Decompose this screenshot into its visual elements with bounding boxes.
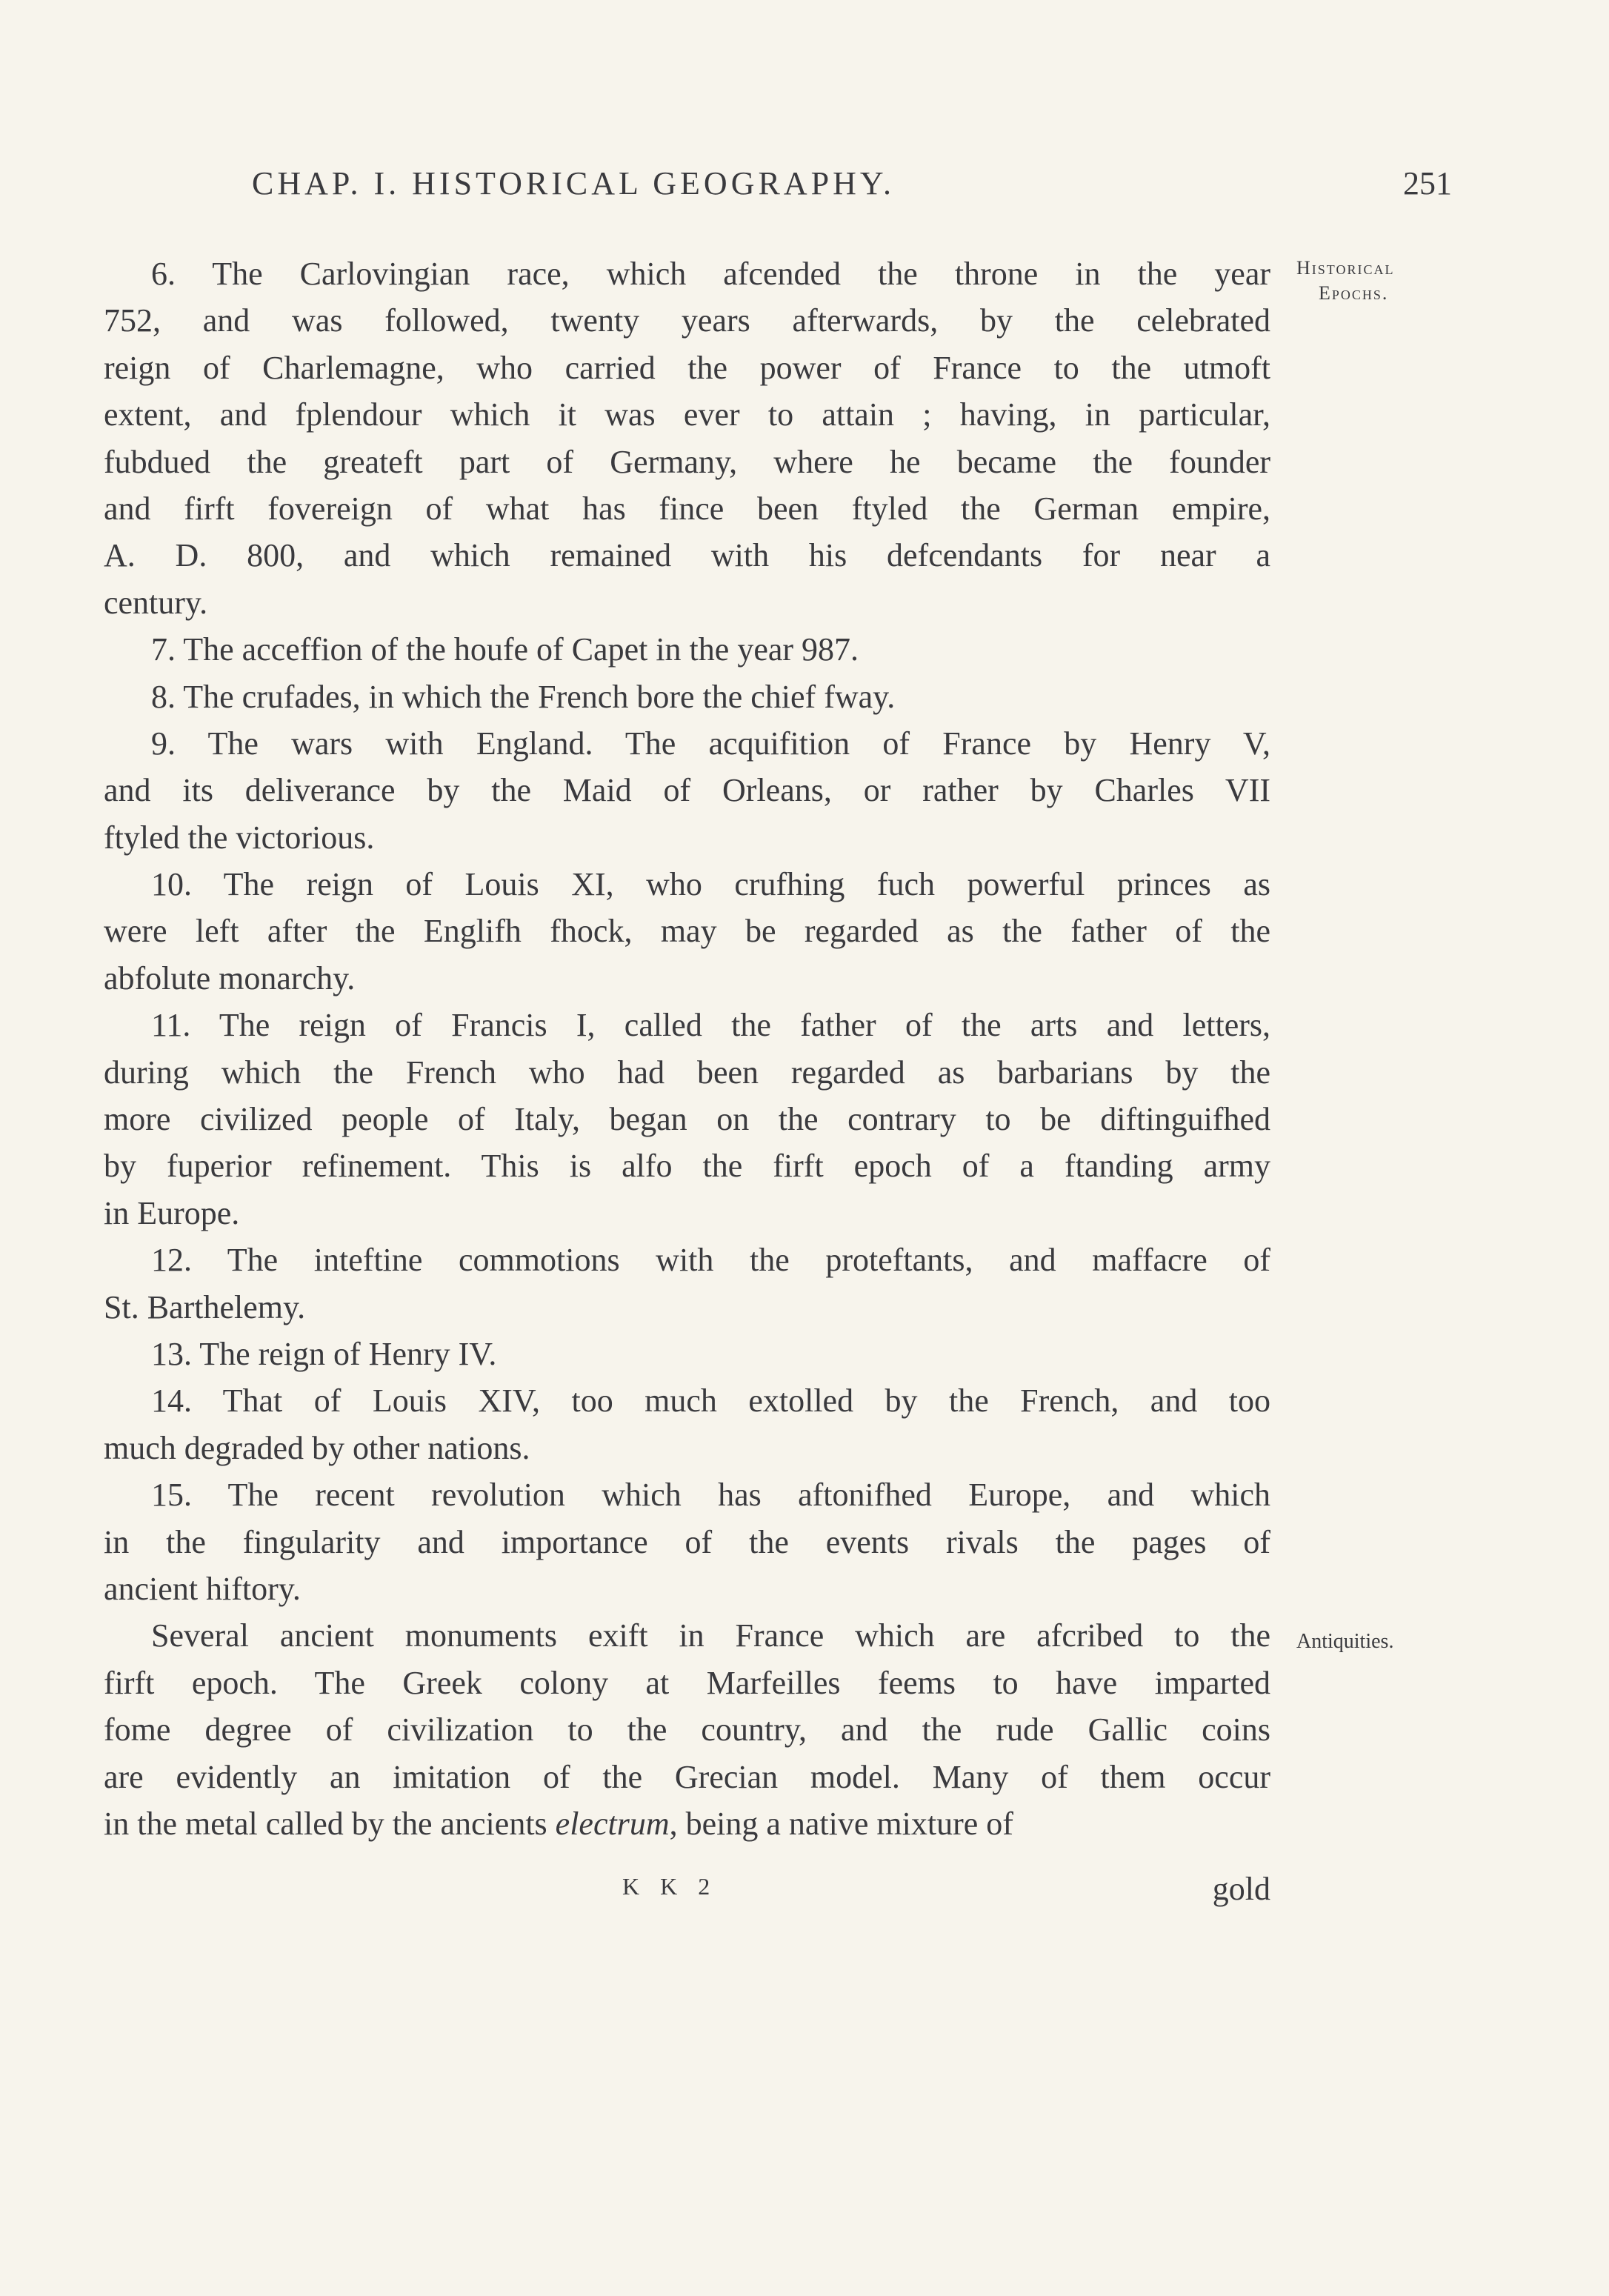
text-line: abfolute monarchy. — [104, 959, 356, 996]
text-line: reign of Charlemagne, who carried the power of France to the utmoft — [104, 349, 1270, 386]
text-line: and its deliverance by the Maid of Orleans, or rather by Charles VII — [104, 772, 1270, 809]
text-line: 8. The crufades, in which the French bore the chief fway. — [151, 678, 896, 715]
text-line: firft epoch. The Greek colony at Marfeilles feems to have imparted — [104, 1664, 1270, 1701]
text-line: 10. The reign of Louis XI, who crufhing fuch powerful princes as — [151, 866, 1270, 903]
text-line: 752, and was followed, twenty years afterwards, by the celebrated — [104, 302, 1270, 339]
text-line: ancient hiftory. — [104, 1570, 301, 1607]
text-line: A. D. 800, and which remained with his defcendants for near a — [104, 537, 1270, 574]
text-span: in the metal called by the ancients — [104, 1805, 556, 1842]
text-line: 11. The reign of Francis I, called the father of the arts and letters, — [151, 1007, 1270, 1044]
text-line: Several ancient monuments exift in France which are afcribed to the — [151, 1617, 1270, 1654]
italic-term: electrum — [555, 1805, 670, 1842]
body-text — [104, 250, 1270, 1847]
text-line: 7. The acceffion of the houfe of Capet in the year 987. — [151, 631, 859, 668]
page-number: 251 — [1403, 165, 1452, 202]
text-line: fome degree of civilization to the country, and the rude Gallic coins — [104, 1711, 1270, 1748]
running-header — [252, 164, 1452, 209]
signature-mark: K K 2 — [622, 1873, 718, 1900]
text-line: were left after the Englifh fhock, may be regarded as the father of the — [104, 913, 1270, 950]
text-line: 6. The Carlovingian race, which afcended the throne in the year — [151, 256, 1270, 292]
margin-note-historical-epochs — [1296, 256, 1394, 306]
text-line: are evidently an imitation of the Grecian model. Many of them occur — [104, 1758, 1270, 1795]
margin-note-epochs: Epochs. — [1319, 282, 1389, 304]
text-line: more civilized people of Italy, began on the contrary to be diftinguifhed — [104, 1101, 1270, 1138]
text-line: ftyled the victorious. — [104, 819, 375, 856]
margin-note-historical: Historical — [1296, 257, 1395, 279]
page-footer — [104, 1873, 1270, 1917]
text-line: much degraded by other nations. — [104, 1429, 530, 1466]
text-line: during which the French who had been regarded as barbarians by the — [104, 1054, 1270, 1091]
text-line: extent, and fplendour which it was ever to attain ; having, in particular, — [104, 396, 1270, 433]
text-span: , being a native mixture of — [669, 1805, 1013, 1842]
text-line: 13. The reign of Henry IV. — [151, 1335, 497, 1372]
text-line: 14. That of Louis XIV, too much extolled by the French, and too — [151, 1382, 1270, 1420]
text-line: fubdued the greateft part of Germany, where he became the founder — [104, 443, 1270, 480]
text-line: 15. The recent revolution which has aftonifhed Europe, and which — [151, 1477, 1270, 1514]
text-line: century. — [104, 584, 208, 621]
text-line: St. Barthelemy. — [104, 1288, 306, 1325]
catchword: gold — [1212, 1871, 1270, 1907]
text-line: in Europe. — [104, 1194, 240, 1231]
text-line: in the fingularity and importance of the events rivals the pages of — [104, 1523, 1270, 1560]
text-line: and firft fovereign of what has fince been ftyled the German empire, — [104, 490, 1270, 527]
text-line: 12. The inteftine commotions with the proteftants, and maffacre of — [151, 1242, 1270, 1279]
text-line: by fuperior refinement. This is alfo the firft epoch of a ftanding army — [104, 1148, 1270, 1185]
running-title: CHAP. I. HISTORICAL GEOGRAPHY. — [252, 165, 895, 202]
text-line-last — [104, 1800, 1270, 1847]
margin-note-antiquities: Antiquities. — [1296, 1630, 1394, 1653]
text-line: 9. The wars with England. The acquifition of France by Henry V, — [151, 725, 1270, 762]
